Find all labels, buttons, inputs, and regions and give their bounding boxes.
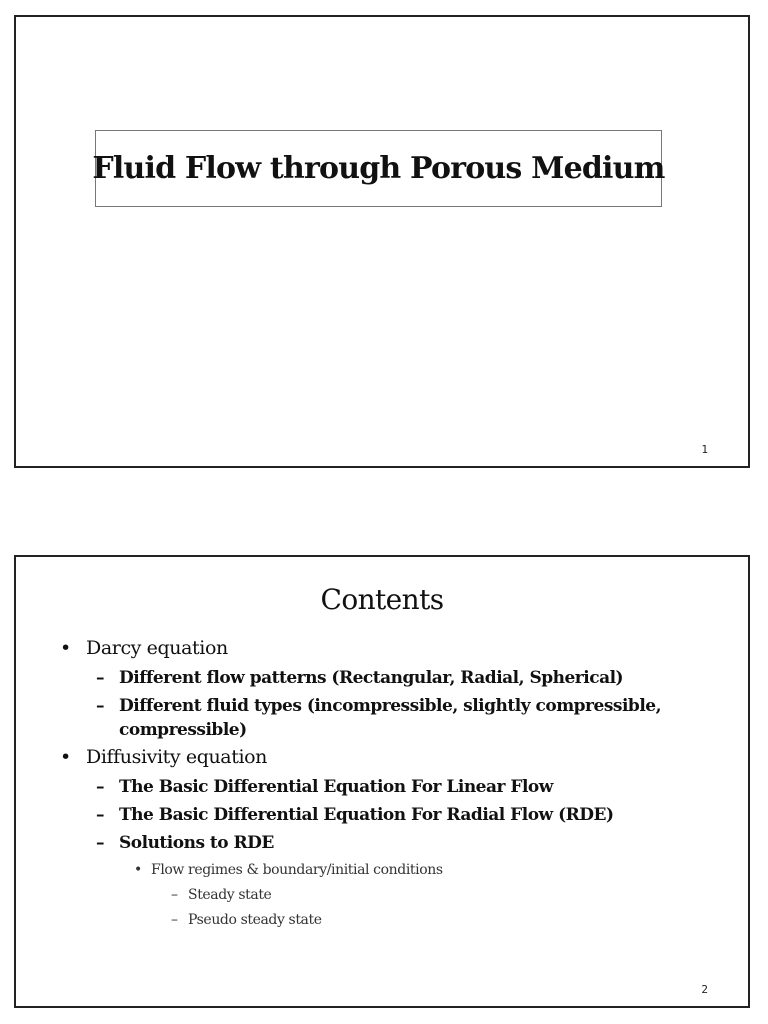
list-item [16,694,748,742]
bullet-icon: • [60,746,71,768]
slide-2 [14,555,750,1008]
list-item [16,744,748,771]
list-item-text: The Basic Differential Equation For Radial Flow (RDE) [119,805,614,825]
dash-icon: – [96,833,104,853]
list-item-text: Darcy equation [86,637,228,659]
dash-icon: – [171,887,178,903]
dash-icon: – [96,696,104,716]
dash-icon: – [171,912,178,928]
list-item-text: Flow regimes & boundary/initial conditions [151,862,443,878]
slide-number: 2 [701,983,708,996]
bullet-icon: • [134,862,142,878]
list-item [16,775,748,799]
dash-icon: – [96,668,104,688]
dash-icon: – [96,777,104,797]
slide-title: Fluid Flow through Porous Medium [92,151,665,186]
list-item [16,831,748,855]
list-item-text: Solutions to RDE [119,833,274,853]
list-item [16,885,748,905]
list-item [16,803,748,827]
title-box [92,130,665,207]
list-item-text: The Basic Differential Equation For Linear Flow [119,777,553,797]
list-item [16,910,748,930]
slide-number: 1 [701,443,708,456]
contents-title: Contents [320,583,444,616]
dash-icon: – [96,805,104,825]
contents-list [16,633,748,930]
list-item [16,666,748,690]
list-item [16,635,748,662]
list-item [16,860,748,880]
list-item-text: Pseudo steady state [188,912,322,928]
list-item-text: Different flow patterns (Rectangular, Radial, Spherical) [119,668,624,688]
list-item-text: Steady state [188,887,272,903]
bullet-icon: • [60,637,71,659]
slide-1 [14,15,750,468]
list-item-text: Different fluid types (incompressible, slightly compressible, compressible) [119,696,662,740]
list-item-text: Diffusivity equation [86,746,268,768]
